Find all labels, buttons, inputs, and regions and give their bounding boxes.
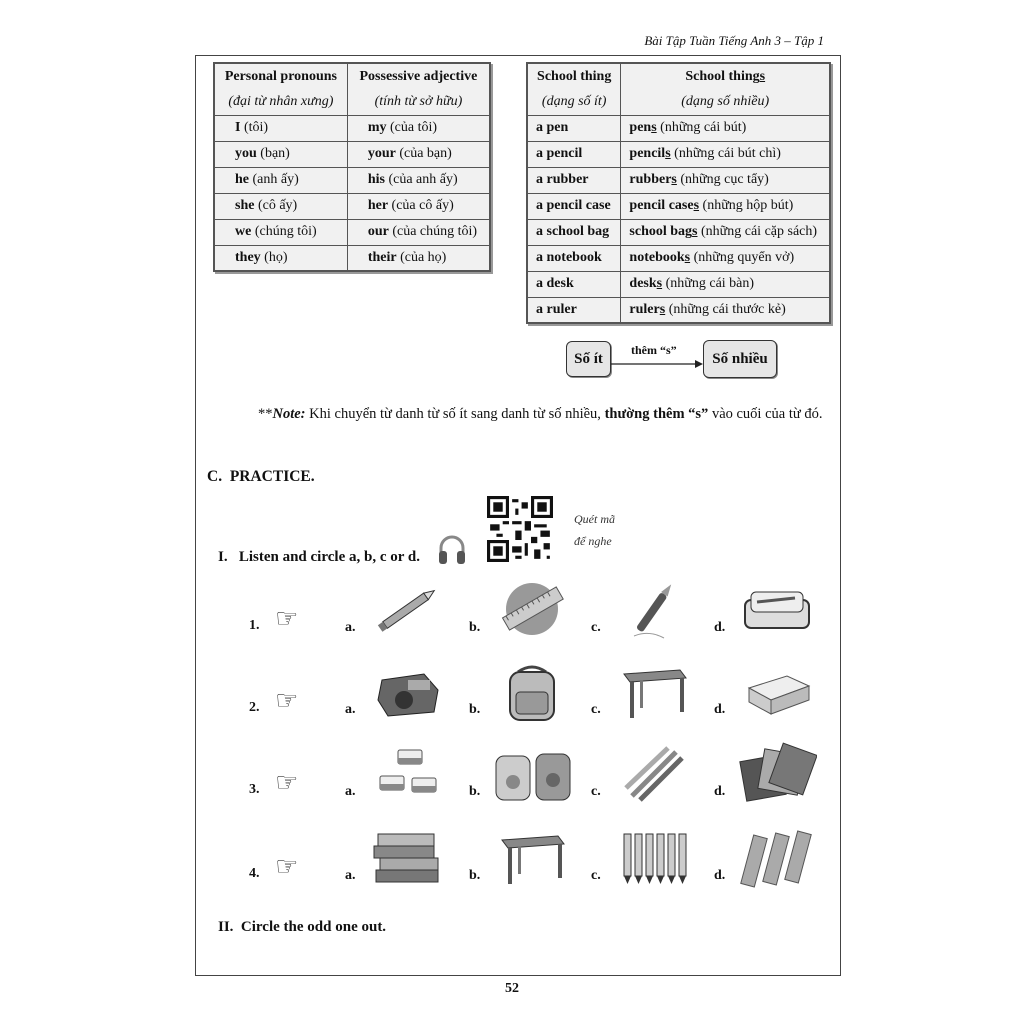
pronoun-cell: we (chúng tôi) [214, 219, 347, 245]
pencils-picture[interactable] [614, 742, 694, 804]
singular-cell: a pen [527, 115, 621, 141]
table-row [527, 271, 830, 297]
singular-cell: a notebook [527, 245, 621, 271]
pointing-hand-icon: ☞ [275, 604, 299, 634]
singular-box: Số ít [566, 341, 611, 377]
table-row [527, 297, 830, 323]
scan-caption: Quét mã để nghe [574, 512, 615, 548]
pronouns-table [213, 62, 491, 272]
possessive-cell: her (của cô ấy) [347, 193, 490, 219]
table-row [214, 219, 490, 245]
pens-picture[interactable] [614, 826, 694, 888]
school-things-table [526, 62, 831, 324]
rulers-picture[interactable] [737, 826, 817, 888]
col-header: School thing [527, 63, 621, 89]
table-row [527, 245, 830, 271]
option-label[interactable]: b. [469, 868, 481, 883]
question-number: 1. [249, 618, 260, 633]
option-label[interactable]: d. [714, 784, 726, 799]
singular-cell: a desk [527, 271, 621, 297]
question-number: 2. [249, 700, 260, 715]
table-row [214, 193, 490, 219]
option-label[interactable]: c. [591, 784, 601, 799]
option-label[interactable]: a. [345, 620, 356, 635]
possessive-cell: our (của chúng tôi) [347, 219, 490, 245]
pronoun-cell: they (họ) [214, 245, 347, 271]
pronoun-cell: I (tôi) [214, 115, 347, 141]
table-row [527, 167, 830, 193]
option-label[interactable]: b. [469, 620, 481, 635]
option-label[interactable]: d. [714, 868, 726, 883]
singular-cell: a pencil [527, 141, 621, 167]
pencil-picture[interactable] [368, 578, 448, 640]
pointing-hand-icon: ☞ [275, 768, 299, 798]
rubber-picture[interactable] [737, 660, 817, 722]
pronoun-cell: you (bạn) [214, 141, 347, 167]
desk-picture[interactable] [492, 826, 572, 888]
note: **Note: Khi chuyển từ danh từ số ít sang danh từ số nhiều, thường thêm “s” vào cuối của từ đó. [258, 406, 823, 422]
option-label[interactable]: b. [469, 702, 481, 717]
pen-picture[interactable] [614, 578, 694, 640]
singular-cell: a rubber [527, 167, 621, 193]
table-row [214, 167, 490, 193]
possessive-cell: his (của anh ấy) [347, 167, 490, 193]
table-row [214, 141, 490, 167]
headphones-icon [437, 533, 467, 567]
plural-cell: pencils (những cái bút chì) [621, 141, 830, 167]
question-number: 3. [249, 782, 260, 797]
notebooks-picture[interactable] [737, 742, 817, 804]
books-picture[interactable] [368, 826, 448, 888]
exercise-2-instruction: II. Circle the odd one out. [218, 919, 387, 935]
col-subheader: (đại từ nhân xưng) [214, 89, 347, 115]
option-label[interactable]: a. [345, 784, 356, 799]
school-bags-picture[interactable] [492, 742, 572, 804]
col-header: Possessive adjective [347, 63, 490, 89]
option-label[interactable]: d. [714, 620, 726, 635]
plural-cell: desks (những cái bàn) [621, 271, 830, 297]
option-label[interactable]: b. [469, 784, 481, 799]
table-row [527, 193, 830, 219]
pencil-case-picture[interactable] [737, 578, 817, 640]
table-row [214, 245, 490, 271]
arrow-label: thêm “s” [631, 343, 677, 357]
exercise-1-instruction: I. Listen and circle a, b, c or d. [218, 549, 420, 565]
possessive-cell: their (của họ) [347, 245, 490, 271]
pronoun-cell: she (cô ấy) [214, 193, 347, 219]
page-number: 52 [505, 981, 519, 996]
option-label[interactable]: c. [591, 702, 601, 717]
possessive-cell: my (của tôi) [347, 115, 490, 141]
qr-code-icon[interactable] [487, 496, 553, 562]
pointing-hand-icon: ☞ [275, 852, 299, 882]
plural-cell: rulers (những cái thước kẻ) [621, 297, 830, 323]
table-row [527, 219, 830, 245]
pronoun-cell: he (anh ấy) [214, 167, 347, 193]
singular-cell: a school bag [527, 219, 621, 245]
section-heading: C. PRACTICE. [207, 468, 315, 485]
rubbers-picture[interactable] [368, 742, 448, 804]
plural-cell: rubbers (những cục tẩy) [621, 167, 830, 193]
question-number: 4. [249, 866, 260, 881]
plural-cell: pencil cases (những hộp bút) [621, 193, 830, 219]
option-label[interactable]: a. [345, 702, 356, 717]
table-row [527, 141, 830, 167]
singular-cell: a pencil case [527, 193, 621, 219]
col-subheader: (tính từ sở hữu) [347, 89, 490, 115]
col-subheader: (dạng số nhiều) [621, 89, 830, 115]
col-subheader: (dạng số ít) [527, 89, 621, 115]
singular-cell: a ruler [527, 297, 621, 323]
col-header: School things [621, 63, 830, 89]
col-header: Personal pronouns [214, 63, 347, 89]
table-row [214, 115, 490, 141]
plural-cell: school bags (những cái cặp sách) [621, 219, 830, 245]
plural-cell: pens (những cái bút) [621, 115, 830, 141]
possessive-cell: your (của bạn) [347, 141, 490, 167]
option-label[interactable]: c. [591, 620, 601, 635]
plural-cell: notebooks (những quyển vở) [621, 245, 830, 271]
option-label[interactable]: a. [345, 868, 356, 883]
table-row [527, 115, 830, 141]
plural-box: Số nhiều [703, 340, 777, 378]
desk-picture[interactable] [614, 660, 694, 722]
sharpener-picture[interactable] [368, 660, 448, 722]
school-bag-picture[interactable] [492, 660, 572, 722]
arrow-icon [611, 358, 704, 370]
ruler-picture[interactable] [492, 578, 572, 640]
option-label[interactable]: c. [591, 868, 601, 883]
running-header: Bài Tập Tuần Tiếng Anh 3 – Tập 1 [644, 33, 824, 48]
option-label[interactable]: d. [714, 702, 726, 717]
pointing-hand-icon: ☞ [275, 686, 299, 716]
